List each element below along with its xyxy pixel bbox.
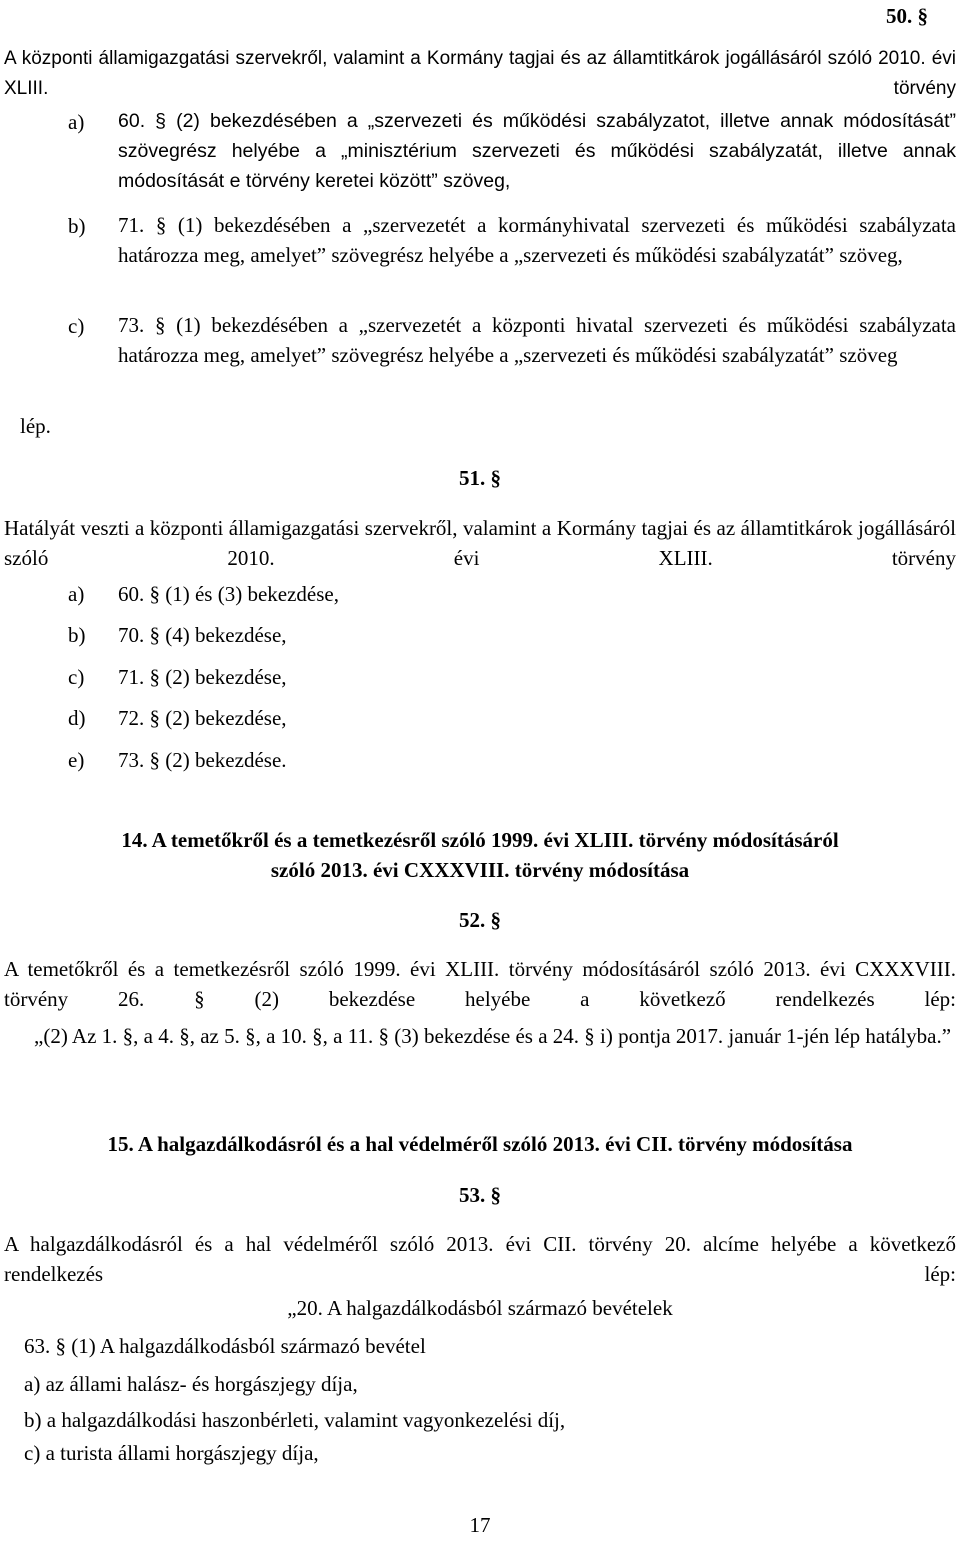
chapter-14-title-line1: 14. A temetőkről és a temetkezésről szóló 1999. évi XLIII. törvény módosításáról (121, 828, 839, 852)
section-heading-50: 50. § (886, 4, 928, 28)
revenue-item-a: a) az állami halász- és horgászjegy díja, (24, 1372, 358, 1396)
revenue-item-b: b) a halgazdálkodási haszonbérleti, valamint vagyonkezelési díj, (24, 1408, 566, 1432)
section-heading-53: 53. § (459, 1183, 501, 1207)
paragraph-63: 63. § (1) A halgazdálkodásból származó bevétel (24, 1334, 426, 1358)
repeal-label-e: e) (68, 748, 85, 772)
section-52-intro: A temetőkről és a temetkezésről szóló 1999. évi XLIII. törvény módosításáról szóló 2013. évi CXXXVIII. törvény 26. § (2) bekezdése helyébe a következő rendelkezés lép: (4, 957, 956, 1011)
subtitle-20: „20. A halgazdálkodásból származó bevételek (287, 1296, 673, 1320)
repeal-label-a: a) (68, 582, 85, 606)
revenue-item-c: c) a turista állami horgászjegy díja, (24, 1441, 319, 1465)
repeal-text-c: 71. § (2) bekezdése, (118, 665, 287, 689)
item-text-c: 73. § (1) bekezdésében a „szervezetét a központi hivatal szervezeti és működési szabályzata határozza meg, amelyet” szövegrész helyébe a „szervezeti és működési szabályzatát” szöveg (118, 313, 956, 367)
section-heading-52: 52. § (459, 908, 501, 932)
repeal-label-d: d) (68, 706, 86, 730)
item-text-b: 71. § (1) bekezdésében a „szervezetét a kormányhivatal szervezeti és működési szabályzata határozza meg, amelyet” szövegrész helyébe a „szervezeti és működési szabályzatát” szöveg, (118, 213, 956, 267)
repeal-text-b: 70. § (4) bekezdése, (118, 623, 287, 647)
repeal-label-c: c) (68, 665, 85, 689)
item-label-c: c) (68, 314, 85, 338)
section-heading-51: 51. § (459, 466, 501, 490)
chapter-14-title-line2: szóló 2013. évi CXXXVIII. törvény módosítása (270, 858, 690, 882)
item-text-a: 60. § (2) bekezdésében a „szervezeti és működési szabályzatot, illetve annak módosítását” szövegrész helyébe a „minisztérium szervezeti és működési szabályzatát, illetve annak módosítását e törvény keretei között” szöveg, (118, 110, 956, 192)
item-label-a: a) (68, 110, 85, 134)
repeal-label-b: b) (68, 623, 86, 647)
section-52-amendment-quote: „(2) Az 1. §, a 4. §, az 5. §, a 10. §, a 11. § (3) bekezdése és a 24. § i) pontja 2017. január 1-jén lép hatályba.” (34, 1024, 952, 1048)
repeal-text-a: 60. § (1) és (3) bekezdése, (118, 582, 339, 606)
repeal-text-e: 73. § (2) bekezdése. (118, 748, 287, 772)
repeal-text-d: 72. § (2) bekezdése, (118, 706, 287, 730)
chapter-15-title: 15. A halgazdálkodásról és a hal védelméről szóló 2013. évi CII. törvény módosítása (107, 1132, 853, 1156)
section-53-intro: A halgazdálkodásról és a hal védelméről szóló 2013. évi CII. törvény 20. alcíme helyébe a következő rendelkezés lép: (4, 1232, 956, 1286)
item-label-b: b) (68, 214, 86, 238)
section-51-intro: Hatályát veszti a központi államigazgatási szervekről, valamint a Kormány tagjai és az államtitkárok jogállásáról szóló 2010. évi XLIII. törvény (4, 516, 956, 570)
section-50-intro: A központi államigazgatási szervekről, valamint a Kormány tagjai és az államtitkárok jogállásáról szóló 2010. évi XLIII. törvény (4, 48, 956, 99)
section-50-closing: lép. (20, 414, 51, 438)
page-number: 17 (469, 1513, 491, 1537)
